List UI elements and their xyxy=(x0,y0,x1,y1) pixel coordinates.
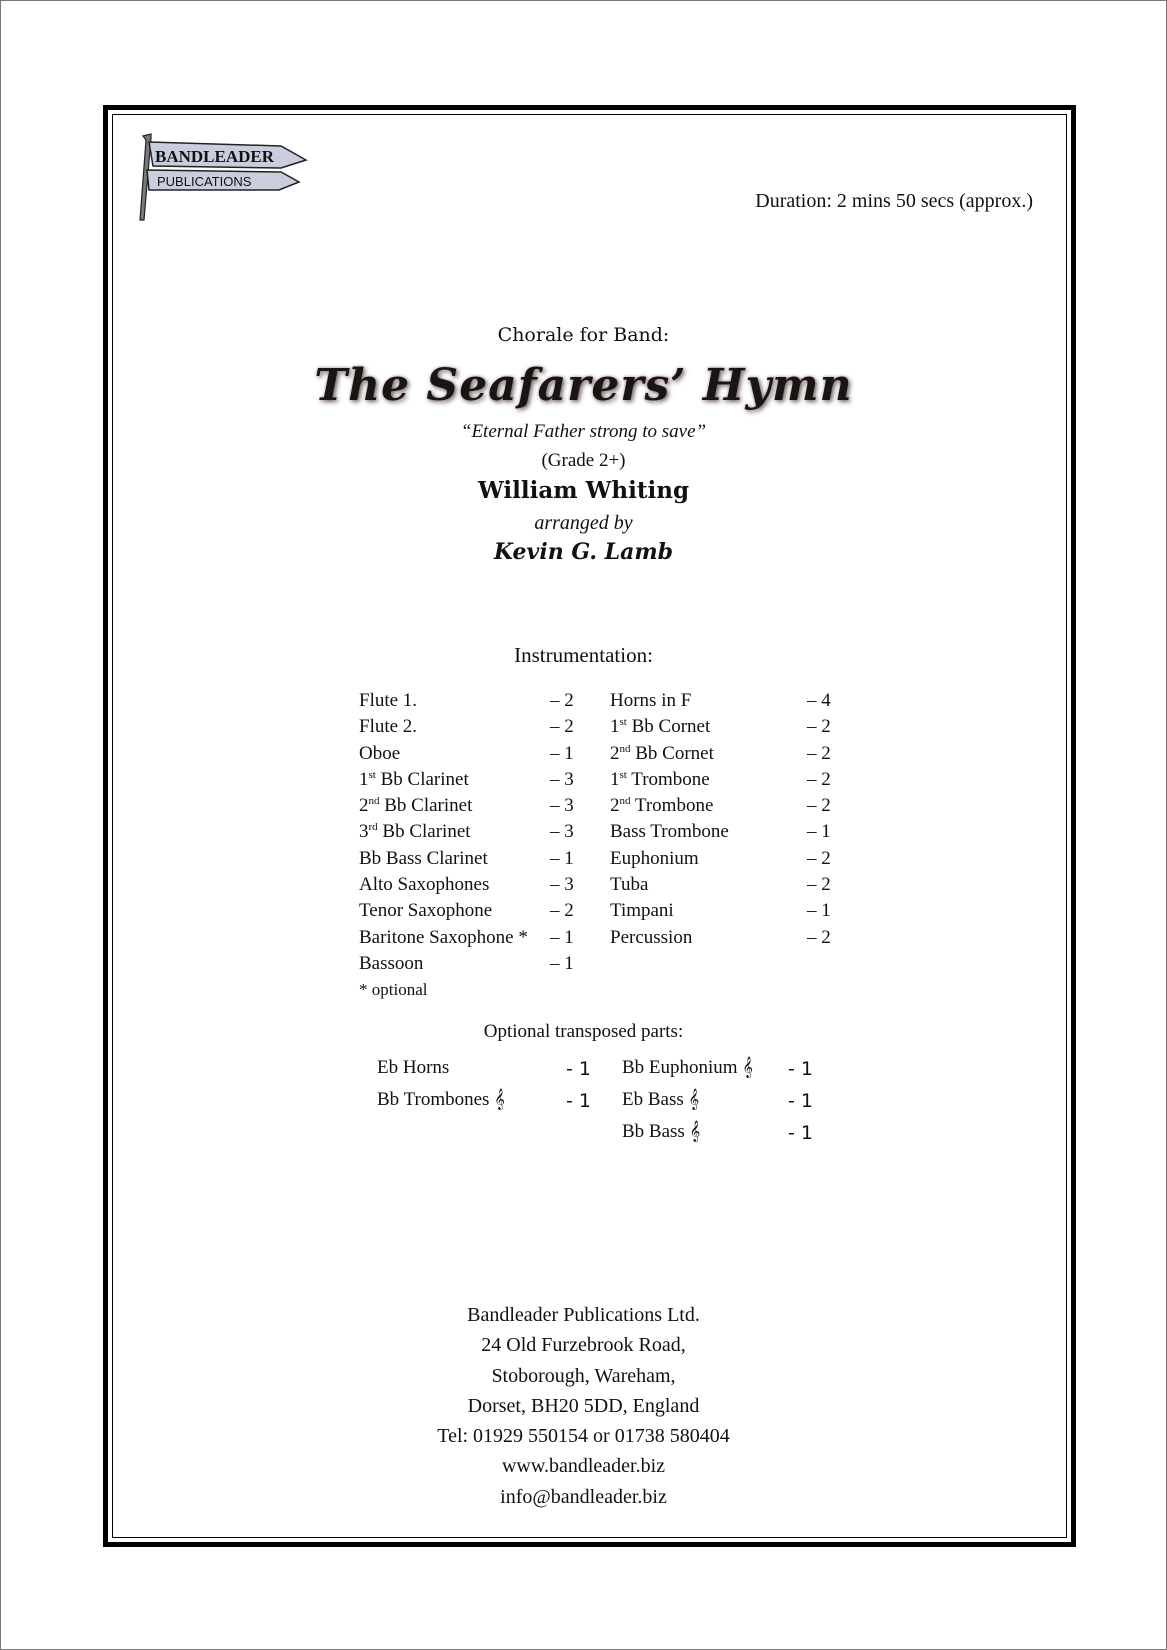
instrument-label: Horns in F xyxy=(610,690,692,711)
instrument-count: – 3 xyxy=(550,795,574,817)
instrument-count: – 2 xyxy=(550,900,574,922)
instrument-label: Oboe xyxy=(359,742,401,764)
transposed-part-name: Bb Euphonium 𝄞 xyxy=(622,1057,753,1078)
instrument-label: Baritone Saxophone * xyxy=(359,926,528,948)
page-title: The Seafarers’ Hymn xyxy=(314,360,853,411)
treble-clef-icon: 𝄞 xyxy=(688,1089,700,1110)
address-county: Dorset, BH20 5DD, England xyxy=(467,1394,700,1417)
instrument-label: Percussion xyxy=(610,926,693,948)
instrument-label: Bb Clarinet xyxy=(379,795,473,817)
instrument-row xyxy=(610,743,850,769)
transposed-part-count: - 1 xyxy=(566,1090,591,1112)
instrument-label: Bb Bass Clarinet xyxy=(359,847,488,869)
instrument-name xyxy=(610,716,710,738)
transposed-part-count: - 1 xyxy=(788,1122,813,1144)
address-company: Bandleader Publications Ltd. xyxy=(467,1304,700,1326)
instrument-ordinal-suffix: st xyxy=(619,768,627,781)
instrument-name xyxy=(359,795,472,817)
instrument-ordinal: 2 xyxy=(610,795,620,817)
hymn-quote: “Eternal Father strong to save” xyxy=(460,421,707,442)
instrument-row xyxy=(359,769,599,795)
instrument-list-right xyxy=(610,690,850,953)
instrument-name xyxy=(610,900,674,922)
instrument-name xyxy=(610,874,648,896)
instrument-row xyxy=(610,848,850,874)
instrument-name xyxy=(610,795,713,817)
arranger: Kevin G. Lamb xyxy=(493,539,674,565)
instrument-row xyxy=(610,769,850,795)
instrument-ordinal: 1 xyxy=(610,768,620,790)
instrument-label: Tuba xyxy=(610,874,649,896)
transposed-part-count: - 1 xyxy=(788,1090,813,1112)
instrument-row xyxy=(359,821,599,847)
instrument-ordinal: 3 xyxy=(359,821,369,843)
transposed-part-count: - 1 xyxy=(566,1058,591,1080)
instrument-row xyxy=(610,900,850,926)
subtitle: Chorale for Band: xyxy=(497,324,670,346)
instrument-count: – 2 xyxy=(807,926,831,948)
transposed-part-name: Eb Bass 𝄞 xyxy=(622,1089,700,1110)
instrument-count: – 1 xyxy=(550,847,574,869)
instrument-label: Euphonium xyxy=(610,847,699,869)
instrument-count: – 3 xyxy=(550,874,574,896)
instrument-count: – 2 xyxy=(807,874,831,896)
instrument-label: Flute 1. xyxy=(359,690,418,711)
instrument-name xyxy=(610,821,729,843)
instrument-label: Bb Clarinet xyxy=(377,821,471,843)
transposed-part-name: Bb Trombones 𝄞 xyxy=(377,1089,505,1110)
address-email[interactable]: info@bandleader.biz xyxy=(500,1485,667,1508)
instrument-row xyxy=(359,874,599,900)
instrument-count: – 2 xyxy=(807,742,831,764)
instrument-label: Alto Saxophones xyxy=(359,874,490,896)
instrument-label: Bass Trombone xyxy=(610,821,729,843)
instrument-name xyxy=(359,716,417,738)
instrument-name xyxy=(359,927,528,949)
instrument-row xyxy=(610,874,850,900)
instrument-count: – 1 xyxy=(550,952,574,974)
instrument-row xyxy=(610,716,850,742)
instrument-ordinal-suffix: nd xyxy=(619,742,631,755)
instrument-name xyxy=(359,900,492,922)
instrument-count: – 2 xyxy=(550,716,574,738)
logo-text-publications: PUBLICATIONS xyxy=(157,174,252,189)
instrument-name xyxy=(610,927,692,949)
bandleader-logo xyxy=(131,132,331,227)
instrument-ordinal-suffix: st xyxy=(368,768,376,781)
composer: William Whiting xyxy=(477,477,690,504)
instrument-name xyxy=(359,821,471,843)
instrument-count: – 1 xyxy=(550,742,574,764)
transposed-part-count: - 1 xyxy=(788,1058,813,1080)
instrument-row xyxy=(359,743,599,769)
optional-note: * optional xyxy=(359,980,428,999)
instrument-ordinal: 2 xyxy=(610,742,620,764)
instrument-count: – 3 xyxy=(550,821,574,843)
instrument-row xyxy=(610,690,850,716)
instrument-name xyxy=(359,743,400,765)
instrument-ordinal: 2 xyxy=(359,795,369,817)
instrument-count: – 2 xyxy=(807,795,831,817)
instrument-row xyxy=(610,821,850,847)
grade: (Grade 2+) xyxy=(541,450,626,471)
arranged-by-label: arranged by xyxy=(534,512,633,534)
instrument-row xyxy=(610,795,850,821)
instrument-count: – 1 xyxy=(807,821,831,843)
instrument-label: Timpani xyxy=(610,900,674,922)
publisher-address xyxy=(0,1300,1167,1512)
instrument-label: Bb Clarinet xyxy=(375,768,469,790)
instrument-label: Bb Cornet xyxy=(626,716,711,738)
instrument-row xyxy=(610,927,850,953)
instrument-name xyxy=(359,953,423,975)
instrument-label: Tenor Saxophone xyxy=(359,900,493,922)
instrument-count: – 2 xyxy=(807,716,831,738)
instrument-count: – 2 xyxy=(807,768,831,790)
instrument-name xyxy=(610,743,714,765)
transposed-part-name: Bb Bass 𝄞 xyxy=(622,1121,701,1142)
instrument-count: – 4 xyxy=(807,690,831,711)
instrument-ordinal-suffix: nd xyxy=(619,795,631,808)
address-town: Stoborough, Wareham, xyxy=(491,1364,676,1387)
transposed-part-name: Eb Horns xyxy=(377,1057,450,1078)
instrument-label: Trombone xyxy=(626,768,710,790)
instrument-ordinal-suffix: rd xyxy=(368,821,378,834)
instrument-row xyxy=(359,690,599,716)
instrument-ordinal-suffix: nd xyxy=(368,795,380,808)
instrument-ordinal: 1 xyxy=(359,768,369,790)
transposed-heading: Optional transposed parts: xyxy=(483,1021,684,1042)
instrument-count: – 1 xyxy=(807,900,831,922)
instrument-name xyxy=(359,690,417,712)
duration: Duration: 2 mins 50 secs (approx.) xyxy=(755,190,1033,212)
instrument-row xyxy=(359,900,599,926)
instrument-name xyxy=(359,848,488,870)
address-street: 24 Old Furzebrook Road, xyxy=(481,1334,686,1357)
instrument-label: Bb Cornet xyxy=(630,742,714,764)
treble-clef-icon: 𝄞 xyxy=(689,1121,701,1142)
instrument-name xyxy=(359,874,489,896)
instrument-name xyxy=(610,848,699,870)
instrument-row xyxy=(359,848,599,874)
treble-clef-icon: 𝄞 xyxy=(494,1089,505,1110)
instrument-label: Bassoon xyxy=(359,952,424,974)
address-website[interactable]: www.bandleader.biz xyxy=(501,1455,666,1478)
instrument-label: Trombone xyxy=(630,795,714,817)
address-tel: Tel: 01929 550154 or 01738 580404 xyxy=(437,1425,730,1448)
instrument-label: Flute 2. xyxy=(359,716,418,738)
instrumentation-heading: Instrumentation: xyxy=(514,643,653,667)
treble-clef-icon: 𝄞 xyxy=(742,1057,753,1078)
instrument-count: – 2 xyxy=(550,690,574,711)
instrument-name xyxy=(610,769,710,791)
instrument-name xyxy=(610,690,691,712)
instrument-row xyxy=(359,927,599,953)
instrument-count: – 3 xyxy=(550,768,574,790)
instrument-ordinal-suffix: st xyxy=(619,716,627,729)
instrument-row xyxy=(359,795,599,821)
instrument-row xyxy=(359,953,599,979)
instrument-count: – 2 xyxy=(807,847,831,869)
instrument-name xyxy=(359,769,469,791)
instrument-ordinal: 1 xyxy=(610,716,620,738)
instrument-row xyxy=(359,716,599,742)
instrument-list-left xyxy=(359,690,599,979)
logo-text-bandleader: BANDLEADER xyxy=(155,147,275,166)
instrument-count: – 1 xyxy=(550,926,574,948)
